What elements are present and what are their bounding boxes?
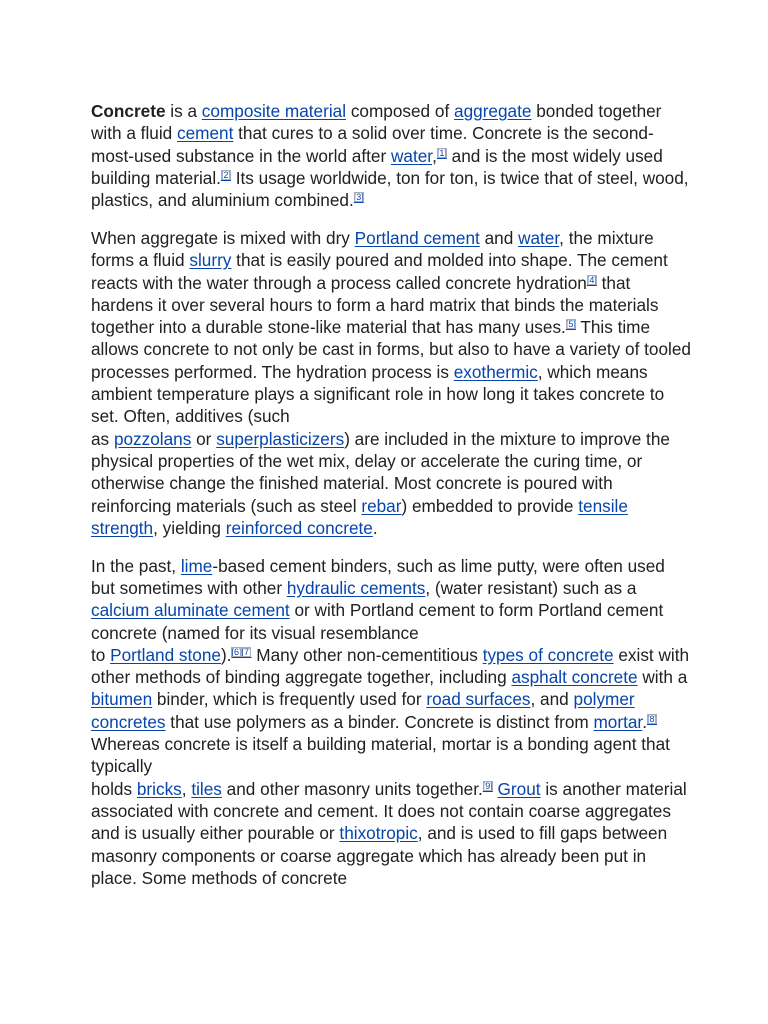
- text-run: When aggregate is mixed with dry: [91, 227, 355, 248]
- citation-link[interactable]: [3]: [353, 192, 364, 203]
- text-run: , and: [530, 689, 574, 710]
- link-lime[interactable]: lime: [180, 555, 213, 576]
- paragraph-1: [91, 100, 691, 211]
- paragraph-2: [91, 227, 691, 539]
- text-run: bonded together with a fluid: [91, 101, 662, 144]
- text-run: Whereas concrete is itself a building material, mortar is a bonding agent that typically: [91, 734, 670, 777]
- text-run: composed of: [346, 101, 455, 121]
- text-run: or: [191, 428, 217, 449]
- text-run: This time allows concrete to not only be cast in forms, but also to have a variety of tooled processes performed. The hydration process is: [91, 317, 691, 382]
- text-run: holds: [91, 778, 137, 799]
- link-pozzolans[interactable]: pozzolans: [113, 428, 192, 449]
- citation-link[interactable]: [1]: [436, 147, 447, 158]
- text-run: , the mixture forms a fluid: [91, 227, 654, 271]
- link-hydraulic-cements[interactable]: hydraulic cements: [286, 577, 426, 598]
- citation-sup: [231, 647, 241, 657]
- text-run: .: [372, 517, 378, 538]
- citation-sup: [483, 781, 493, 791]
- citation-sup: [354, 192, 364, 202]
- text-run: , and is used to fill gaps between masonry components or coarse aggregate which has already been put in place. Some methods of concrete: [91, 823, 668, 888]
- text-run: as: [91, 428, 114, 449]
- text-run: ).: [220, 644, 232, 665]
- link-asphalt-concrete[interactable]: asphalt concrete: [511, 667, 638, 688]
- link-rebar[interactable]: rebar: [361, 495, 402, 516]
- paragraph-3: [91, 555, 691, 889]
- link-grout[interactable]: Grout: [497, 778, 541, 799]
- text-run: Its usage worldwide, ton for ton, is twice that of steel, wood, plastics, and aluminium combined.: [91, 167, 689, 211]
- text-run: that cures to a solid over time. Concrete is the second-most-used substance in the world after: [91, 123, 654, 166]
- text-run: that use polymers as a binder. Concrete is distinct from: [165, 711, 594, 732]
- link-water[interactable]: water: [518, 227, 560, 248]
- link-polymer-concretes[interactable]: polymer concretes: [91, 689, 635, 732]
- text-run: , (water resistant) such as a: [425, 577, 637, 598]
- citation-sup: [221, 170, 231, 180]
- citation-sup: [587, 275, 597, 285]
- text-run: , yielding: [153, 517, 226, 538]
- citation-sup: [437, 148, 447, 158]
- text-run: ,: [432, 145, 437, 166]
- text-run: ) embedded to provide: [401, 495, 579, 516]
- citation-link[interactable]: [4]: [586, 274, 597, 285]
- citation-sup: [647, 714, 657, 724]
- text-run: and other masonry units together.: [221, 778, 483, 799]
- text-run: and: [479, 227, 519, 248]
- link-reinforced-concrete[interactable]: reinforced concrete: [225, 517, 373, 538]
- citation-link[interactable]: [6]: [231, 646, 242, 657]
- text-run: that is easily poured and molded into shape. The cement reacts with the water through a process called concrete hydration: [91, 250, 668, 293]
- link-portland-stone[interactable]: Portland stone: [110, 644, 221, 665]
- citation-sup: [241, 647, 251, 657]
- link-mortar[interactable]: mortar: [593, 711, 643, 732]
- link-tensile-strength[interactable]: tensile strength: [91, 495, 628, 538]
- link-composite-material[interactable]: composite material: [201, 101, 347, 121]
- link-superplasticizers[interactable]: superplasticizers: [216, 428, 345, 449]
- link-types-of-concrete[interactable]: types of concrete: [482, 644, 614, 665]
- citation-link[interactable]: [8]: [646, 713, 657, 724]
- term-bold: Concrete: [91, 101, 166, 121]
- link-exothermic[interactable]: exothermic: [453, 361, 538, 382]
- text-run: -based cement binders, such as lime putty, were often used but sometimes with other: [91, 555, 665, 598]
- text-run: and is the most widely used building material.: [91, 145, 663, 188]
- text-run: ) are included in the mixture to improve the physical properties of the wet mix, delay or accelerate the curing time, or otherwise change the finished material. Most concrete is poured with reinforcing materials (such as steel: [91, 428, 670, 516]
- text-run: , which means ambient temperature plays a significant role in how long it takes concrete to set. Often, additives (such: [91, 361, 665, 427]
- text-run: with a: [637, 667, 688, 688]
- text-run: that hardens it over several hours to form a hard matrix that binds the materials together into a durable stone-like material that has many uses.: [91, 272, 659, 338]
- link-slurry[interactable]: slurry: [189, 250, 232, 271]
- text-run: is a: [165, 101, 202, 121]
- link-road-surfaces[interactable]: road surfaces: [426, 689, 531, 710]
- link-cement[interactable]: cement: [176, 123, 234, 144]
- link-aggregate[interactable]: aggregate: [454, 101, 532, 121]
- text-run: exist with other methods of binding aggregate together, including: [91, 644, 690, 688]
- text-run: In the past,: [91, 555, 181, 576]
- link-thixotropic[interactable]: thixotropic: [339, 823, 418, 844]
- citation-sup: [566, 319, 576, 329]
- text-run: binder, which is frequently used for: [152, 689, 427, 710]
- link-bricks[interactable]: bricks: [136, 778, 182, 799]
- citation-link[interactable]: [2]: [220, 169, 231, 180]
- citation-link[interactable]: [7]: [241, 646, 252, 657]
- text-run: .: [642, 711, 647, 732]
- link-calcium-aluminate-cement[interactable]: calcium aluminate cement: [91, 600, 290, 621]
- citation-link[interactable]: [5]: [565, 319, 576, 330]
- article-body: [91, 100, 691, 905]
- text-run: is another material associated with concrete and cement. It does not contain coarse aggregates and is usually either pourable or: [91, 778, 687, 844]
- link-bitumen[interactable]: bitumen: [91, 689, 153, 710]
- text-run: to: [91, 644, 111, 665]
- link-tiles[interactable]: tiles: [191, 778, 222, 799]
- link-portland-cement[interactable]: Portland cement: [354, 227, 480, 248]
- text-run: ,: [181, 778, 192, 799]
- text-run: or with Portland cement to form Portland cement concrete (named for its visual resemblance: [91, 600, 664, 643]
- text-run: Many other non-cementitious: [251, 644, 483, 665]
- link-water[interactable]: water: [390, 145, 433, 166]
- citation-link[interactable]: [9]: [482, 780, 493, 791]
